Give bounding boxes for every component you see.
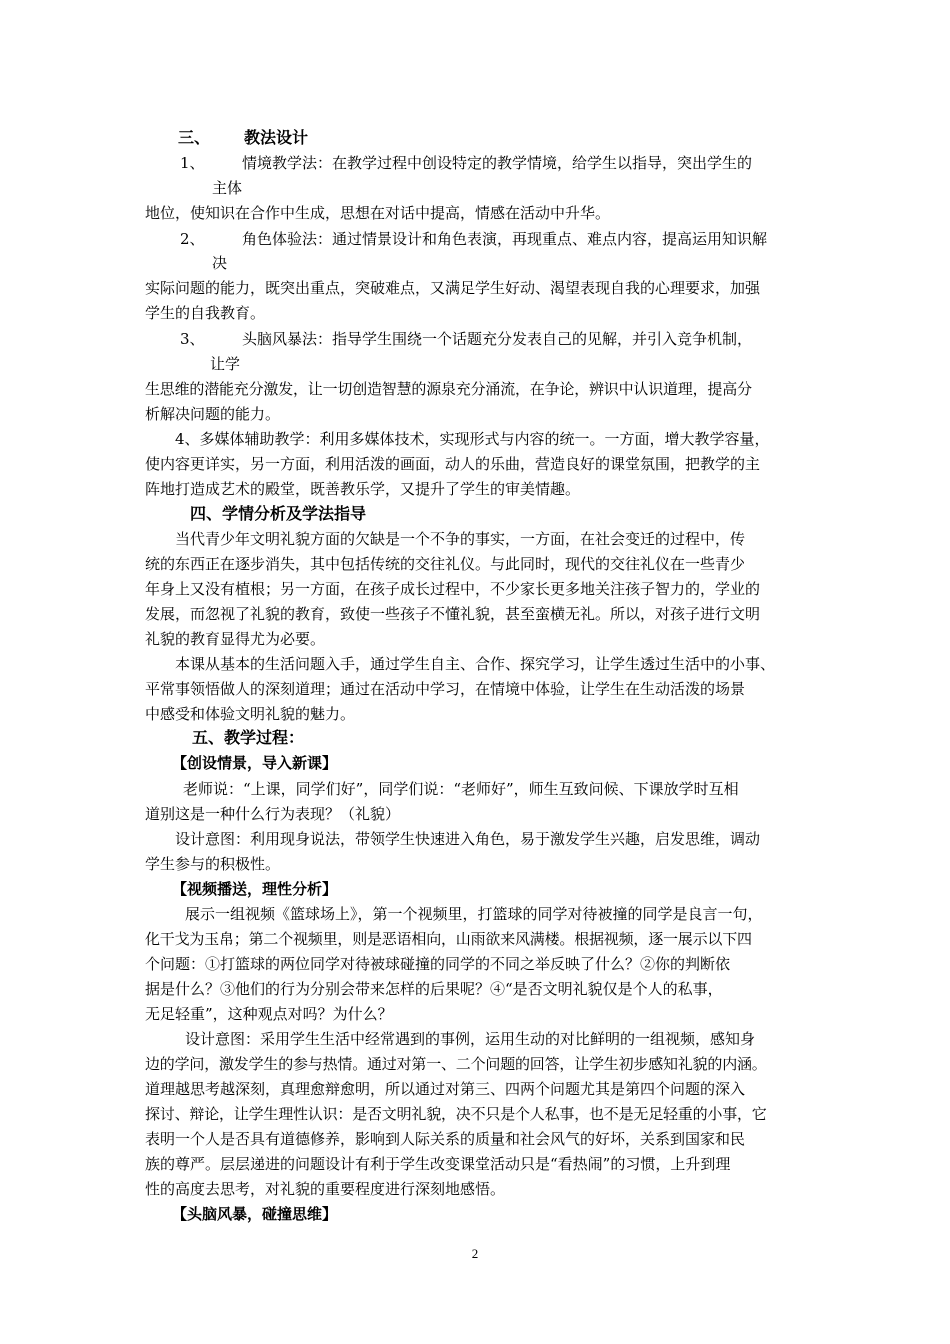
method-item-2-line1 [180,229,850,249]
section4-heading: 四、学情分析及学法指导 [190,504,367,523]
method-item-1-line2: 主体 [212,179,243,197]
section4-para1-line2: 统的东西正在逐步消失，其中包括传统的交往礼仪。与此同时，现代的交往礼仪在一些青少 [145,555,746,573]
step2-text-line2: 化干戈为玉帛；第二个视频里，则是恶语相向，山雨欲来风满楼。根据视频，逐一展示以下四 [145,930,752,948]
step2-text-line4: 据是什么？③他们的行为分别会带来怎样的后果呢？④“是否文明礼貌仅是个人的私事， [145,980,723,998]
method-item-2-line2: 决 [212,254,228,272]
method-item-1-line3: 地位，使知识在合作中生成，思想在对话中提高，情感在活动中升华。 [145,204,611,222]
method-item-1-line1 [180,153,850,173]
method-item-2-number: 2、 [180,230,205,248]
step2-text-line3: 个问题：①打篮球的两位同学对待被球碰撞的同学的不同之举反映了什么？②你的判断依 [145,955,731,973]
method-item-1-text: 情境教学法：在教学过程中创设特定的教学情境，给学生以指导，突出学生的 [242,154,753,172]
method-item-2-text: 角色体验法：通过情景设计和角色表演，再现重点、难点内容，提高运用知识解 [242,230,768,248]
method-item-4-line3: 阵地打造成艺术的殿堂，既善教乐学，又提升了学生的审美情趣。 [145,480,581,498]
step1-intent-line1: 设计意图：利用现身说法，带领学生快速进入角色，易于激发学生兴趣，启发思维，调动 [175,830,761,848]
section5-heading: 五、教学过程： [192,728,305,747]
step1-text-line1: 老师说：“上课，同学们好”，同学们说：“老师好”，师生互致问候、下课放学时互相 [183,780,739,798]
section4-para2-line1: 本课从基本的生活问题入手，通过学生自主、合作、探究学习，让学生透过生活中的小事、 [175,655,776,673]
step2-intent-line4: 探讨、辩论，让学生理性认识：是否文明礼貌，决不只是个人私事，也不是无足轻重的小事，它 [145,1105,767,1123]
method-item-3-number: 3、 [180,330,205,348]
method-item-4-line1: 4、多媒体辅助教学：利用多媒体技术，实现形式与内容的统一。一方面，增大教学容量， [175,430,770,448]
section4-para1-line3: 年身上又没有植根；另一方面，在孩子成长过程中，不少家长更多地关注孩子智力的，学业的 [145,580,761,598]
section3-heading [178,128,848,148]
method-item-1-number: 1、 [180,154,205,172]
method-item-2-line3: 实际问题的能力，既突出重点，突破难点，又满足学生好动、渴望表现自我的心理要求，加强 [145,279,761,297]
method-item-3-line4: 析解决问题的能力。 [145,405,281,423]
section4-para2-line3: 中感受和体验文明礼貌的魅力。 [145,705,356,723]
section4-para1-line5: 礼貌的教育显得尤为必要。 [145,630,326,648]
method-item-3-text: 头脑风暴法：指导学生围绕一个话题充分发表自己的见解，并引入竞争机制， [242,330,753,348]
step1-text-line2: 道别这是一种什么行为表现？（礼貌） [145,805,401,823]
step2-intent-line6: 族的尊严。层层递进的问题设计有利于学生改变课堂活动只是“看热闹”的习惯，上升到理 [145,1155,731,1173]
method-item-4-line2: 使内容更详实，另一方面，利用活泼的画面，动人的乐曲，营造良好的课堂氛围，把教学的主 [145,455,761,473]
section4-para1-line4: 发展，而忽视了礼貌的教育，致使一些孩子不懂礼貌，甚至蛮横无礼。所以，对孩子进行文明 [145,605,761,623]
step2-heading: 【视频播送，理性分析】 [172,880,338,898]
step3-heading: 【头脑风暴，碰撞思维】 [172,1205,338,1223]
method-item-3-line3: 生思维的潜能充分激发，让一切创造智慧的源泉充分涌流，在争论，辨识中认识道理，提高分 [145,380,752,398]
step1-intent-line2: 学生参与的积极性。 [145,855,281,873]
method-item-3-line2: 让学 [210,355,241,373]
step2-intent-line3: 道理越思考越深刻，真理愈辩愈明，所以通过对第三、四两个问题尤其是第四个问题的深入 [145,1080,746,1098]
step2-intent-line5: 表明一个人是否具有道德修养，影响到人际关系的质量和社会风气的好坏，关系到国家和民 [145,1130,746,1148]
step2-text-line5: 无足轻重”，这种观点对吗？为什么？ [145,1005,393,1023]
step2-intent-line7: 性的高度去思考，对礼貌的重要程度进行深刻地感悟。 [145,1180,506,1198]
section4-para1-line1: 当代青少年文明礼貌方面的欠缺是一个不争的事实，一方面，在社会变迁的过程中，传 [175,530,746,548]
step1-heading: 【创设情景，导入新课】 [172,754,338,772]
section4-para2-line2: 平常事领悟做人的深刻道理；通过在活动中学习，在情境中体验，让学生在生动活泼的场景 [145,680,746,698]
section3-number: 三、 [178,128,211,147]
method-item-3-line1 [180,329,850,349]
page-number: 2 [471,1246,479,1261]
section3-title: 教法设计 [244,128,309,147]
method-item-2-line4: 学生的自我教育。 [145,304,266,322]
step2-text-line1: 展示一组视频《篮球场上》，第一个视频里，打篮球的同学对待被撞的同学是良言一句， [185,905,763,923]
step2-intent-line1: 设计意图：采用学生生活中经常遇到的事例，运用生动的对比鲜明的一组视频，感知身 [185,1030,756,1048]
step2-intent-line2: 边的学问，激发学生的参与热情。通过对第一、二个问题的回答，让学生初步感知礼貌的内涵。 [145,1055,767,1073]
